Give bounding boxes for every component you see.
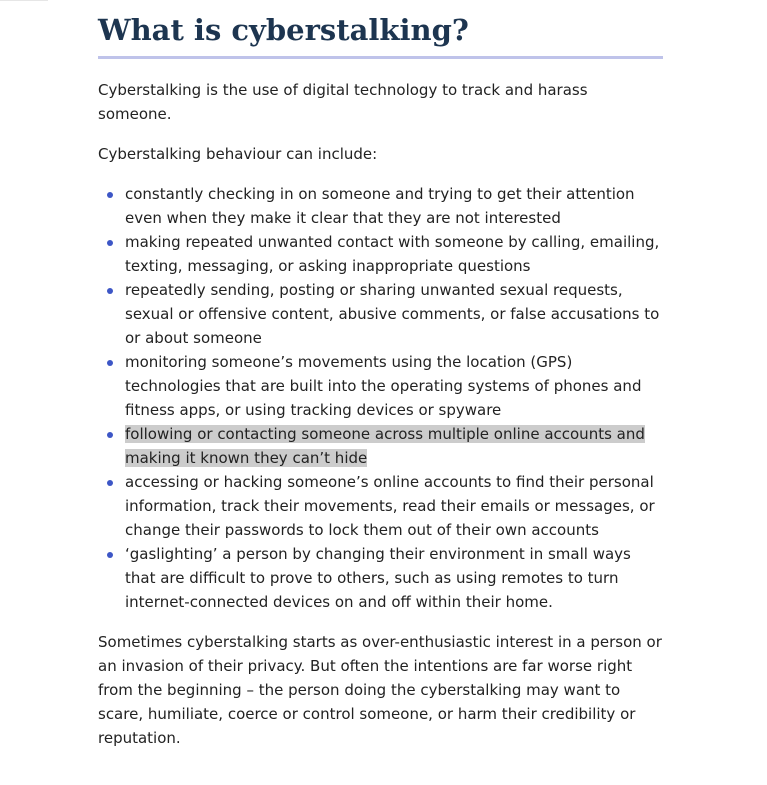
- list-item-text: monitoring someone’s movements using the location (GPS) technologies that are built into the operating systems of phones and fitness apps, or using tracking devices or spyware: [125, 353, 642, 419]
- list-lead-paragraph: Cyberstalking behaviour can include:: [98, 145, 378, 163]
- list-item: [98, 542, 663, 614]
- bullet-icon: [107, 552, 113, 558]
- list-item-text: accessing or hacking someone’s online accounts to find their personal information, track their movements, read their emails or messages, or change their passwords to lock them out of their own accounts: [125, 473, 655, 539]
- article: [98, 8, 663, 750]
- selected-text[interactable]: following or contacting someone across multiple online accounts and making it known they can’t hide: [125, 425, 645, 467]
- page-title: What is cyberstalking?: [98, 13, 469, 47]
- list-item-text: ‘gaslighting’ a person by changing their environment in small ways that are difficult to prove to others, such as using remotes to turn internet-connected devices on and off within their home.: [125, 545, 631, 611]
- bullet-icon: [107, 288, 113, 294]
- list-item: [98, 350, 663, 422]
- bullet-icon: [107, 480, 113, 486]
- behaviour-list: [98, 182, 663, 614]
- bullet-icon: [107, 360, 113, 366]
- list-item: [98, 470, 663, 542]
- list-item: [98, 182, 663, 230]
- closing-paragraph: Sometimes cyberstalking starts as over-enthusiastic interest in a person or an invasion of their privacy. But often the intentions are far worse right from the beginning – the person doing the cyberstalking may want to scare, humiliate, coerce or control someone, or harm their credibility or reputation.: [98, 633, 662, 747]
- intro-paragraph: Cyberstalking is the use of digital technology to track and harass someone.: [98, 81, 588, 123]
- bullet-icon: [107, 432, 113, 438]
- list-item-text: constantly checking in on someone and trying to get their attention even when they make it clear that they are not interested: [125, 185, 635, 227]
- bullet-icon: [107, 192, 113, 198]
- top-divider: [0, 0, 48, 1]
- list-item-selected: [98, 422, 663, 470]
- list-item: [98, 278, 663, 350]
- title-underline: [98, 56, 663, 59]
- list-item-text: making repeated unwanted contact with someone by calling, emailing, texting, messaging, or asking inappropriate questions: [125, 233, 660, 275]
- list-item: [98, 230, 663, 278]
- bullet-icon: [107, 240, 113, 246]
- list-item-text: repeatedly sending, posting or sharing unwanted sexual requests, sexual or offensive content, abusive comments, or false accusations to or about someone: [125, 281, 660, 347]
